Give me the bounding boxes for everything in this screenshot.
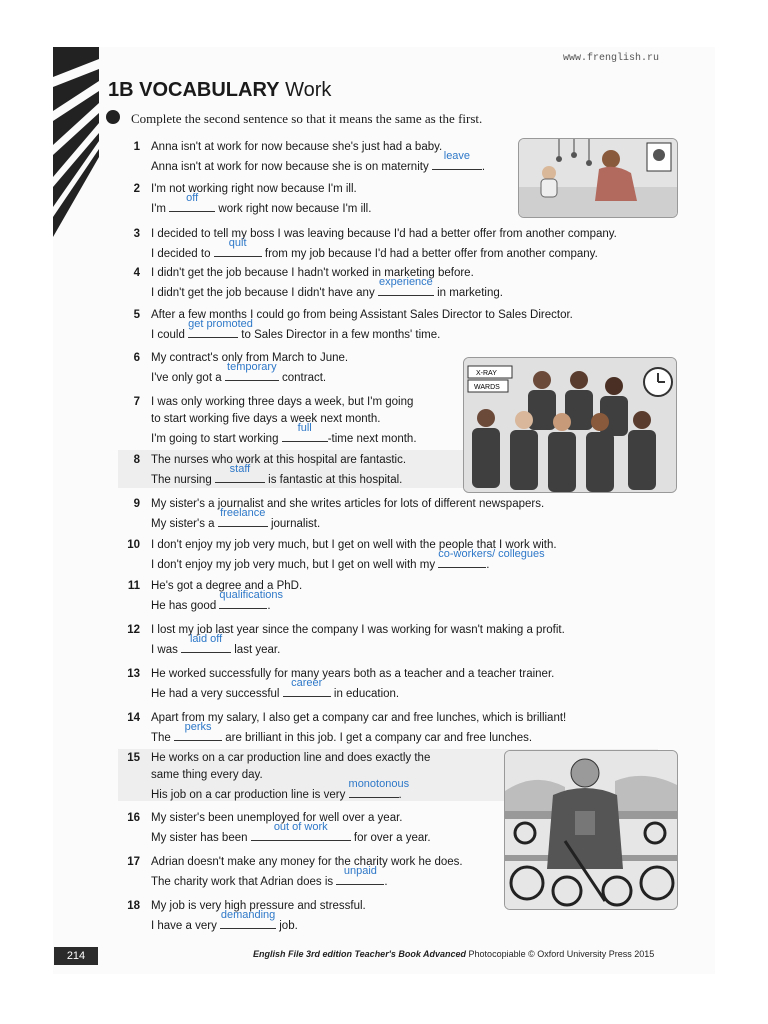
rewrite-sentence xyxy=(151,677,554,703)
rewrite-end: . xyxy=(481,161,486,173)
exercise-item xyxy=(124,496,644,532)
footer-credit xyxy=(253,949,654,959)
answer-blank[interactable] xyxy=(336,865,384,885)
rewrite-sentence xyxy=(151,192,372,218)
rewrite-start: The nursing xyxy=(151,474,212,486)
rewrite-start: I've only got a xyxy=(151,372,222,384)
rewrite-end: to Sales Director in a few months' time. xyxy=(241,329,441,341)
item-number: 12 xyxy=(127,624,140,636)
item-number: 11 xyxy=(127,580,140,592)
exercise-item xyxy=(124,578,644,614)
rewrite-end: in marketing. xyxy=(437,287,503,299)
footer-book-title: English File 3rd edition Teacher's Book Advanced xyxy=(253,949,467,959)
handwritten-answer: temporary xyxy=(227,361,277,373)
item-number: 13 xyxy=(127,668,140,680)
original-sentence: He's got a degree and a PhD. xyxy=(151,580,303,592)
item-text xyxy=(151,265,503,302)
rewrite-sentence xyxy=(151,276,503,302)
original-sentence: Adrian doesn't make any money for the charity work he does. xyxy=(151,856,463,868)
rewrite-start: I don't enjoy my job very much, but I get on well with my xyxy=(151,559,436,571)
handwritten-answer: laid off xyxy=(189,633,223,645)
original-sentence: He works on a car production line and does exactly the xyxy=(151,752,431,764)
item-text xyxy=(151,810,431,847)
item-text xyxy=(151,226,617,263)
handwritten-answer: co-workers/ collegues xyxy=(438,548,545,560)
item-number: 10 xyxy=(127,539,140,551)
sunburst-stripes-decoration xyxy=(53,47,99,247)
original-sentence: I decided to tell my boss I was leaving because I'd had a better offer from another company. xyxy=(151,228,617,240)
rewrite-start: I didn't get the job because I didn't have any xyxy=(151,287,375,299)
original-sentence: My sister's been unemployed for well over a year. xyxy=(151,812,403,824)
rewrite-end: is fantastic at this hospital. xyxy=(268,474,403,486)
item-text xyxy=(151,452,406,489)
answer-blank[interactable] xyxy=(188,318,253,338)
rewrite-start: I'm xyxy=(151,203,166,215)
rewrite-sentence xyxy=(151,361,348,387)
exercise-item xyxy=(124,307,644,343)
rewrite-end: . xyxy=(384,876,388,888)
rewrite-sentence xyxy=(151,422,417,448)
footer-copyright: Photocopiable © Oxford University Press 2015 xyxy=(468,949,655,959)
rewrite-end: in education. xyxy=(333,688,400,700)
answer-blank[interactable] xyxy=(220,909,276,929)
rewrite-end: last year. xyxy=(234,644,281,656)
handwritten-answer: qualifications xyxy=(219,589,284,601)
rewrite-start: He had a very successful xyxy=(151,688,280,700)
rewrite-sentence xyxy=(151,507,544,533)
answer-blank[interactable] xyxy=(219,589,284,609)
handwritten-answer: staff xyxy=(229,463,251,475)
handwritten-answer: unpaid xyxy=(343,865,377,877)
exercise-item xyxy=(124,666,644,702)
answer-blank[interactable] xyxy=(432,150,482,170)
rewrite-end: . xyxy=(398,789,402,801)
rewrite-start: I'm going to start working xyxy=(151,433,279,445)
rewrite-sentence xyxy=(151,318,573,344)
rewrite-start: I could xyxy=(151,329,185,341)
instruction: Complete the second sentence so that it means the same as the first. xyxy=(131,111,483,126)
item-text xyxy=(151,710,566,747)
handwritten-answer: get promoted xyxy=(188,318,253,330)
handwritten-answer: demanding xyxy=(220,909,276,921)
item-number: 5 xyxy=(133,309,140,321)
item-number: 15 xyxy=(127,752,140,764)
rewrite-start: My sister's a xyxy=(151,518,215,530)
rewrite-sentence xyxy=(151,548,557,574)
item-number: 7 xyxy=(133,396,140,408)
exercise-item xyxy=(124,710,644,746)
exercise-item xyxy=(124,265,644,301)
rewrite-end: are brilliant in this job. I get a company car and free lunches. xyxy=(225,732,533,744)
item-number: 17 xyxy=(127,856,140,868)
page-title xyxy=(108,79,331,102)
rewrite-sentence xyxy=(151,909,366,935)
rewrite-end: . xyxy=(486,559,490,571)
original-sentence-continued: same thing every day. xyxy=(151,769,263,781)
item-text xyxy=(151,750,430,804)
original-sentence: He worked successfully for many years both as a teacher and a teacher trainer. xyxy=(151,668,555,680)
rewrite-end: job. xyxy=(279,920,298,932)
rewrite-sentence xyxy=(151,589,302,615)
item-text xyxy=(151,307,573,344)
item-number: 16 xyxy=(127,812,140,824)
handwritten-answer: quit xyxy=(228,237,247,249)
item-number: 3 xyxy=(133,228,140,240)
item-text xyxy=(151,578,302,615)
handwritten-answer: monotonous xyxy=(348,778,410,790)
item-number: 4 xyxy=(133,267,140,279)
section-title: Work xyxy=(285,79,332,101)
item-text xyxy=(151,537,557,574)
rewrite-start: The xyxy=(151,732,171,744)
item-text xyxy=(151,622,565,659)
rewrite-end: for over a year. xyxy=(353,832,431,844)
original-sentence: I'm not working right now because I'm ill. xyxy=(151,183,357,195)
original-sentence: I lost my job last year since the company I was working for wasn't making a profit. xyxy=(151,624,565,636)
handwritten-answer: perks xyxy=(184,721,212,733)
rewrite-sentence xyxy=(151,778,430,804)
wards-sign: WARDS xyxy=(474,384,500,391)
rewrite-sentence xyxy=(151,463,406,489)
factory-worker-illustration xyxy=(504,750,678,910)
handwritten-answer: career xyxy=(291,677,323,689)
item-number: 8 xyxy=(133,454,140,466)
rewrite-end: . xyxy=(267,600,271,612)
answer-blank[interactable] xyxy=(251,821,351,841)
item-number: 6 xyxy=(133,352,140,364)
answer-blank[interactable] xyxy=(348,778,410,798)
item-text xyxy=(151,496,544,533)
handwritten-answer: freelance xyxy=(220,507,266,519)
page-number: 214 xyxy=(54,947,98,965)
rewrite-sentence xyxy=(151,721,566,747)
website-watermark: www.frenglish.ru xyxy=(563,53,660,64)
answer-blank[interactable] xyxy=(174,721,222,741)
answer-blank[interactable] xyxy=(378,276,434,296)
exercise-item xyxy=(124,622,644,658)
handwritten-answer: off xyxy=(186,192,199,204)
original-sentence: I didn't get the job because I hadn't worked in marketing before. xyxy=(151,267,474,279)
item-text xyxy=(151,394,417,448)
rewrite-start: I decided to xyxy=(151,248,211,260)
handwritten-answer: full xyxy=(297,422,312,434)
original-sentence: I don't enjoy my job very much, but I get on well with the people that I work with. xyxy=(151,539,557,551)
answer-blank[interactable] xyxy=(438,548,545,568)
item-number: 9 xyxy=(133,498,140,510)
item-number: 2 xyxy=(133,183,140,195)
mother-baby-illustration xyxy=(518,138,678,218)
item-number: 18 xyxy=(127,900,140,912)
rewrite-end: journalist. xyxy=(270,518,321,530)
answer-blank[interactable] xyxy=(282,422,328,442)
answer-blank[interactable] xyxy=(218,507,268,527)
original-sentence: Apart from my salary, I also get a company car and free lunches, which is brilliant! xyxy=(151,712,567,724)
answer-blank[interactable] xyxy=(225,361,279,381)
rewrite-start: He has good xyxy=(151,600,217,612)
answer-blank[interactable] xyxy=(169,192,215,212)
item-text xyxy=(151,666,554,703)
item-number: 1 xyxy=(133,141,140,153)
instruction-bullet xyxy=(106,110,120,124)
rewrite-sentence xyxy=(151,865,463,891)
item-text xyxy=(151,854,463,891)
exercise-item xyxy=(124,537,644,573)
rewrite-end: work right now because I'm ill. xyxy=(218,203,372,215)
original-sentence: After a few months I could go from being Assistant Sales Director to Sales Director. xyxy=(151,309,573,321)
rewrite-end: contract. xyxy=(282,372,327,384)
original-sentence: The nurses who work at this hospital are fantastic. xyxy=(151,454,407,466)
original-sentence: My job is very high pressure and stressful. xyxy=(151,900,366,912)
item-text xyxy=(151,898,366,935)
rewrite-start: I have a very xyxy=(151,920,217,932)
rewrite-end: -time next month. xyxy=(327,433,417,445)
answer-blank[interactable] xyxy=(181,633,231,653)
item-number: 14 xyxy=(127,712,140,724)
original-sentence: Anna isn't at work for now because she's just had a baby. xyxy=(151,141,443,153)
handwritten-answer: out of work xyxy=(273,821,328,833)
nurses-illustration xyxy=(463,357,677,493)
rewrite-sentence xyxy=(151,821,431,847)
rewrite-end: from my job because I'd had a better offer from another company. xyxy=(264,248,598,260)
answer-blank[interactable] xyxy=(283,677,331,697)
original-sentence: My contract's only from March to June. xyxy=(151,352,349,364)
rewrite-sentence xyxy=(151,237,617,263)
item-text xyxy=(151,139,485,176)
original-sentence: I was only working three days a week, but I'm going xyxy=(151,396,414,408)
original-sentence-continued: to start working five days a week next month. xyxy=(151,413,381,425)
section-title-bold: VOCABULARY xyxy=(139,79,280,101)
rewrite-sentence xyxy=(151,150,486,176)
rewrite-start: The charity work that Adrian does is xyxy=(151,876,334,888)
rewrite-start: Anna isn't at work for now because she is on maternity xyxy=(151,161,429,173)
rewrite-start: My sister has been xyxy=(151,832,248,844)
item-text xyxy=(151,181,371,218)
xray-sign: X-RAY xyxy=(476,370,497,377)
handwritten-answer: leave xyxy=(443,150,471,162)
rewrite-sentence xyxy=(151,633,565,659)
handwritten-answer: experience xyxy=(378,276,433,288)
section-code: 1B xyxy=(108,79,134,101)
item-text xyxy=(151,350,348,387)
exercise-item xyxy=(124,226,644,262)
rewrite-start: His job on a car production line is very xyxy=(151,789,346,801)
answer-blank[interactable] xyxy=(215,463,265,483)
original-sentence: My sister's a journalist and she writes articles for lots of different newspapers. xyxy=(151,498,545,510)
answer-blank[interactable] xyxy=(214,237,262,257)
rewrite-start: I was xyxy=(151,644,178,656)
